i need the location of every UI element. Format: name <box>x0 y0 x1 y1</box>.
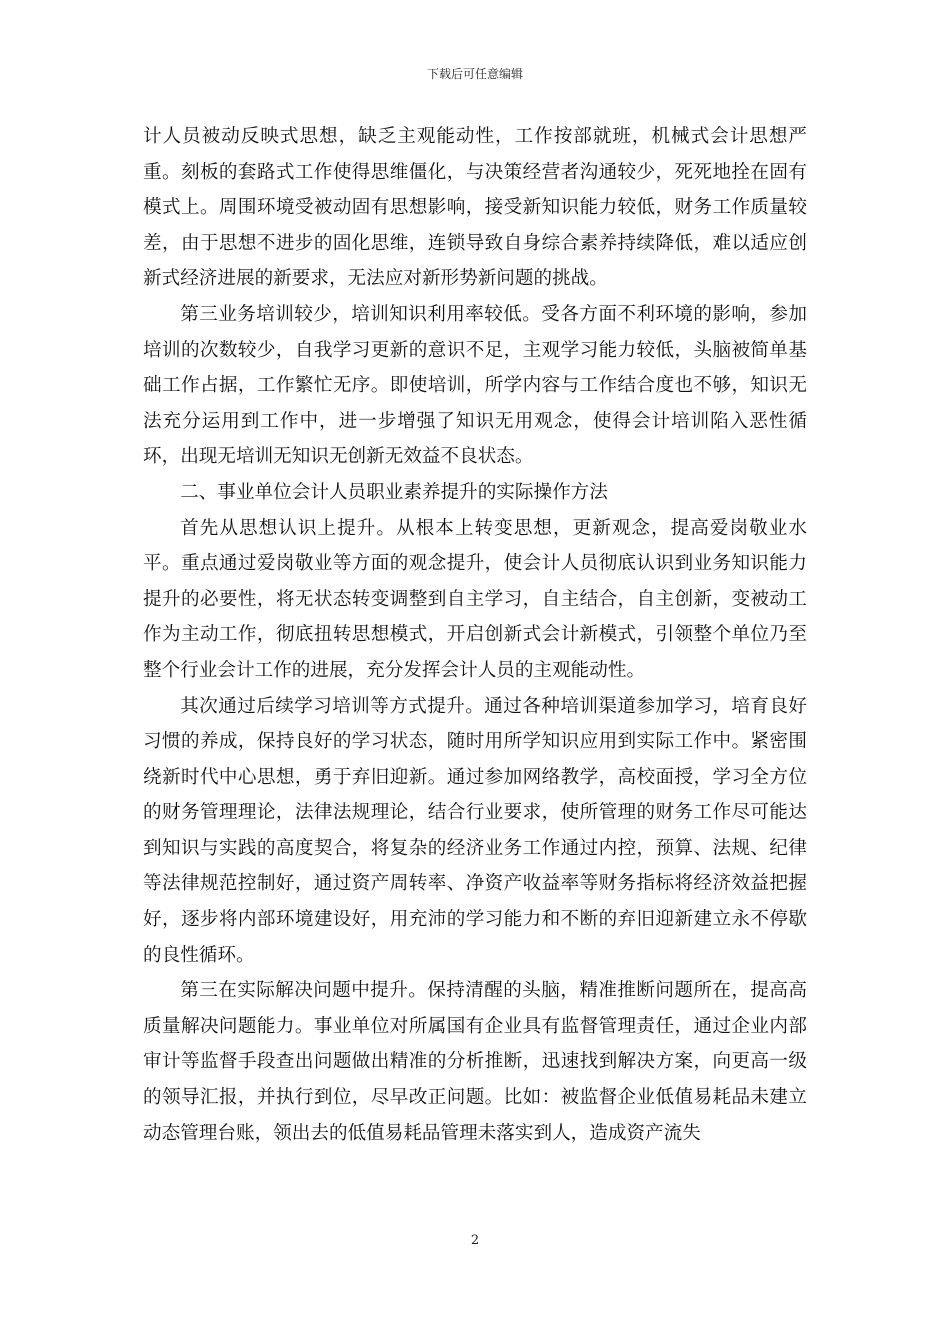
section-heading: 二、事业单位会计人员职业素养提升的实际操作方法 <box>180 481 608 503</box>
paragraph-mindset: 首先从思想认识上提升。从根本上转变思想，更新观念，提高爱岗敬业水平。重点通过爱岗敬业等方面的观念提升，使会计人员彻底认识到业务知识能力提升的必要性，将无状态转变调整到自主学习，自主结合，自主创新，变被动工作为主动工作，彻底扭转思想模式，开启创新式会计新模式，引领整个单位乃至整个行业会计工作的进展，充分发挥会计人员的主观能动性。 <box>143 517 807 681</box>
paragraph-continuation: 计人员被动反映式思想，缺乏主观能动性，工作按部就班，机械式会计思想严重。刻板的套路式工作使得思维僵化，与决策经营者沟通较少，死死地拴在固有模式上。周围环境受被动固有思想影响，接受新知识能力较低，财务工作质量较差，由于思想不进步的固化思维，连锁导致自身综合素养持续降低，难以适应创新式经济进展的新要求，无法应对新形势新问题的挑战。 <box>143 126 807 290</box>
page-number: 2 <box>470 1233 480 1248</box>
paragraph-training: 第三业务培训较少，培训知识利用率较低。受各方面不利环境的影响，参加培训的次数较少，自我学习更新的意识不足，主观学习能力较低，头脑被简单基础工作占据，工作繁忙无序。即使培训，所学内容与工作结合度也不够，知识无法充分运用到工作中，进一步增强了知识无用观念，使得会计培训陷入恶性循环，出现无培训无知识无创新无效益不良状态。 <box>143 303 807 468</box>
page-header: 下载后可任意编辑 <box>426 67 523 81</box>
paragraph-learning: 其次通过后续学习培训等方式提升。通过各种培训渠道参加学习，培育良好习惯的养成，保持良好的学习状态，随时用所学知识应用到实际工作中。紧密围绕新时代中心思想，勇于弃旧迎新。通过参加网络教学，高校面授，学习全方位的财务管理理论，法律法规理论，结合行业要求，使所管理的财务工作尽可能达到知识与实践的高度契合，将复杂的经济业务工作通过内控，预算、法规、纪律等法律规范控制好，通过资产周转率、净资产收益率等财务指标将经济效益把握好，逐步将内部环境建设好，用充沛的学习能力和不断的弃旧迎新建立永不停歇的良性循环。 <box>143 695 807 966</box>
document-body <box>143 119 807 1151</box>
paragraph-problem-solving: 第三在实际解决问题中提升。保持清醒的头脑，精准推断问题所在，提高高质量解决问题能力。事业单位对所属国有企业具有监督管理责任，通过企业内部审计等监督手段查出问题做出精准的分析推断，迅速找到解决方案，向更高一级的领导汇报，并执行到位，尽早改正问题。比如：被监督企业低值易耗品未建立动态管理台账，领出去的低值易耗品管理未落实到人，造成资产流失 <box>143 980 807 1144</box>
